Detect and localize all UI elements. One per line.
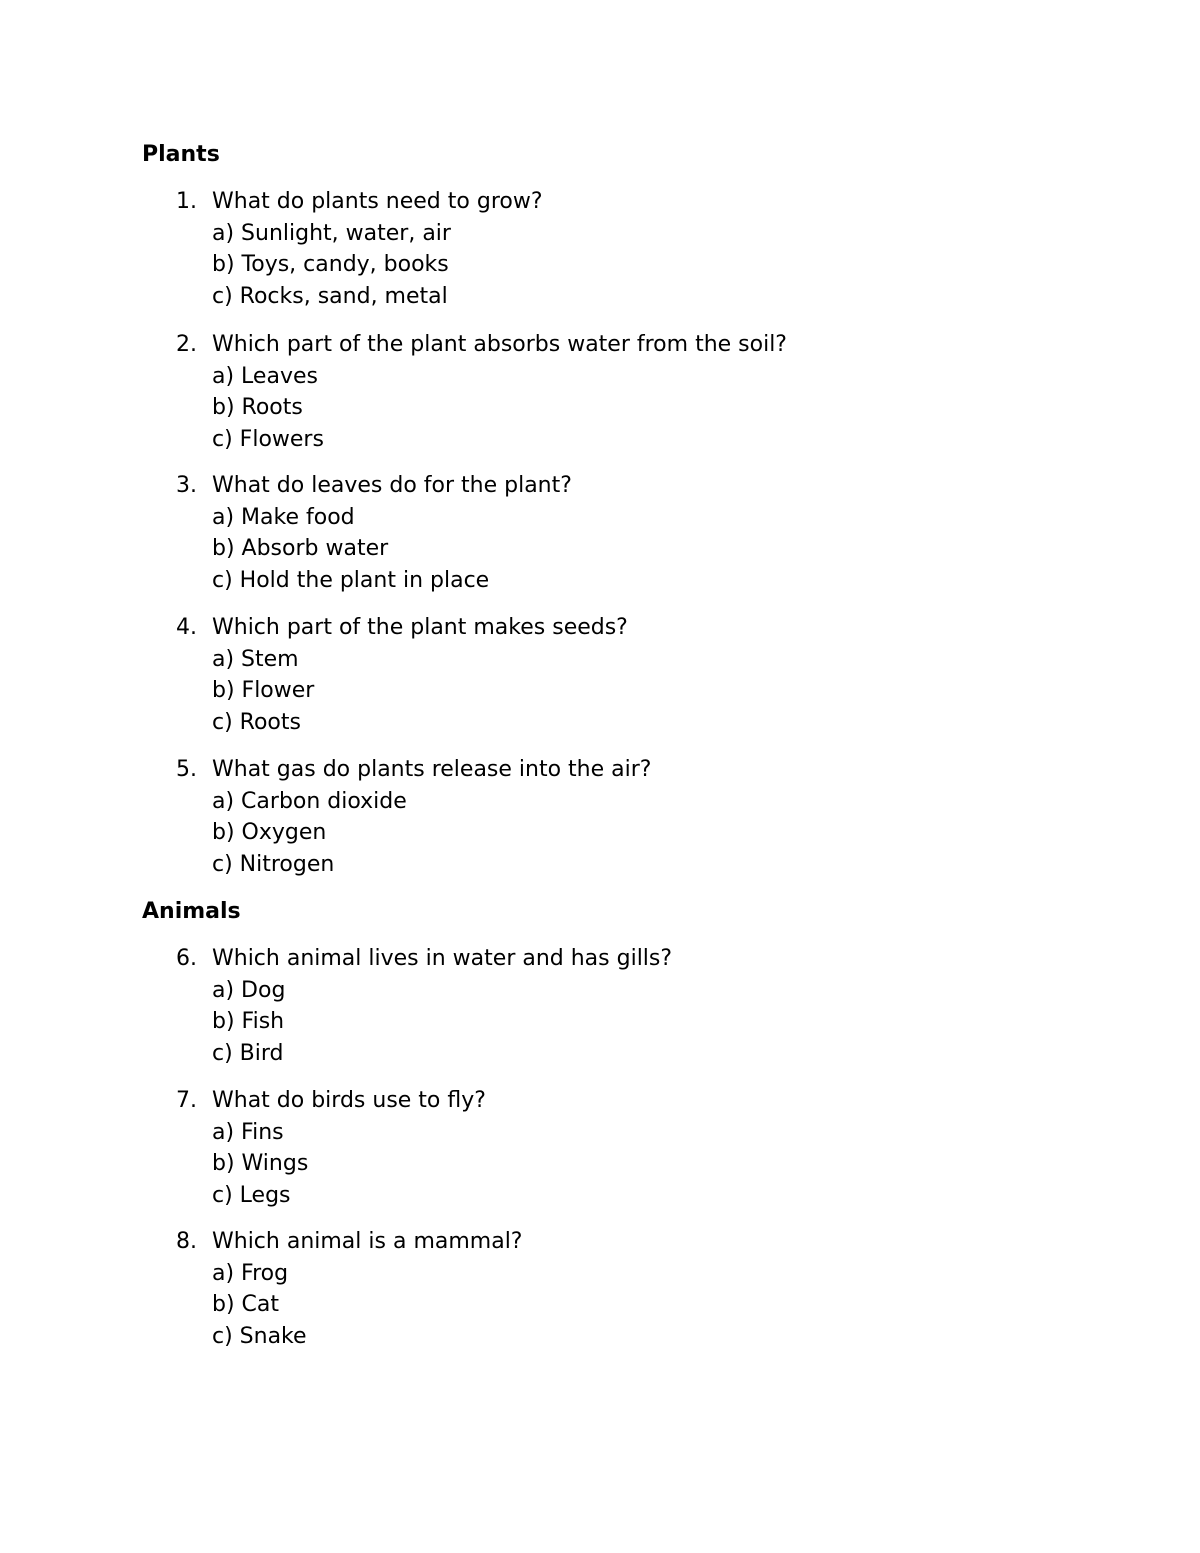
- question-number: 6.: [176, 946, 197, 971]
- question-text: Which part of the plant absorbs water from the soil?: [212, 332, 787, 357]
- answer-option-a: a) Leaves: [212, 363, 318, 389]
- answer-option-b: b) Oxygen: [212, 820, 327, 845]
- answer-option-a: a) Frog: [212, 1260, 289, 1286]
- answer-option-c: c) Snake: [212, 1323, 307, 1349]
- question-number: 8.: [176, 1229, 197, 1254]
- answer-option-c: c) Rocks, sand, metal: [212, 283, 448, 309]
- question-number: 1.: [176, 189, 197, 214]
- answer-option-b: b) Roots: [212, 395, 303, 420]
- answer-option-b: b) Toys, candy, books: [212, 252, 449, 277]
- question-text: What do birds use to fly?: [212, 1088, 486, 1113]
- answer-option-b: b) Cat: [212, 1292, 280, 1317]
- answer-option-c: c) Bird: [212, 1040, 284, 1066]
- section-heading-plants: Plants: [142, 142, 220, 167]
- question-text: What do leaves do for the plant?: [212, 473, 572, 498]
- question-number: 7.: [176, 1088, 197, 1113]
- question-number: 4.: [176, 615, 197, 640]
- section-heading-animals: Animals: [142, 899, 241, 924]
- question-number: 3.: [176, 473, 197, 498]
- question-text: Which animal is a mammal?: [212, 1229, 523, 1254]
- answer-option-c: c) Roots: [212, 709, 301, 735]
- answer-option-c: c) Legs: [212, 1182, 291, 1208]
- question-text: What gas do plants release into the air?: [212, 757, 652, 782]
- answer-option-a: a) Carbon dioxide: [212, 788, 407, 814]
- answer-option-b: b) Absorb water: [212, 536, 389, 561]
- answer-option-b: b) Fish: [212, 1009, 285, 1034]
- answer-option-b: b) Wings: [212, 1151, 309, 1176]
- answer-option-a: a) Dog: [212, 977, 286, 1003]
- answer-option-a: a) Fins: [212, 1119, 284, 1145]
- question-number: 5.: [176, 757, 197, 782]
- answer-option-a: a) Make food: [212, 504, 355, 530]
- question-text: Which animal lives in water and has gills?: [212, 946, 673, 971]
- question-text: Which part of the plant makes seeds?: [212, 615, 628, 640]
- answer-option-c: c) Hold the plant in place: [212, 567, 490, 593]
- answer-option-c: c) Flowers: [212, 426, 324, 452]
- question-text: What do plants need to grow?: [212, 189, 543, 214]
- answer-option-a: a) Stem: [212, 646, 299, 672]
- answer-option-c: c) Nitrogen: [212, 851, 335, 877]
- answer-option-a: a) Sunlight, water, air: [212, 220, 451, 246]
- question-number: 2.: [176, 332, 197, 357]
- answer-option-b: b) Flower: [212, 678, 315, 703]
